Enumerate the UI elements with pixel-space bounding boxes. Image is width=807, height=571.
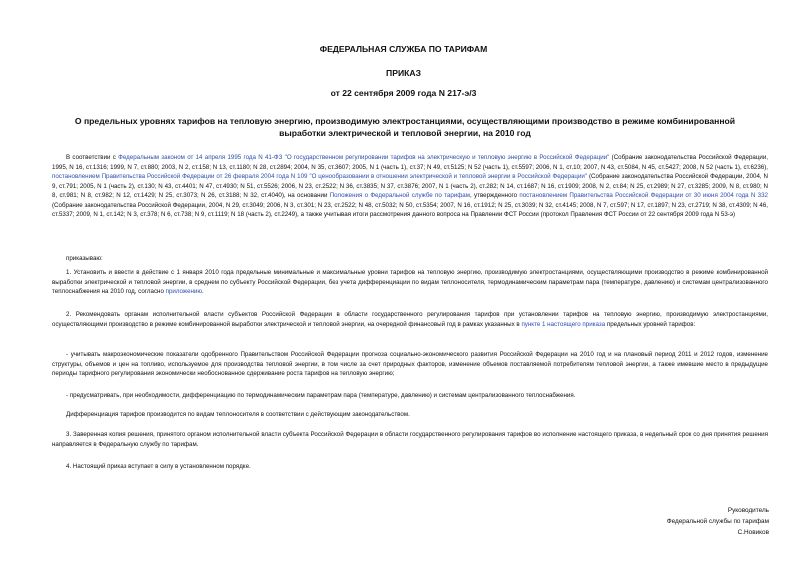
agency-heading: ФЕДЕРАЛЬНАЯ СЛУЖБА ПО ТАРИФАМ: [319, 44, 488, 54]
item-1-reference-link[interactable]: пункте 1 настоящего приказа: [521, 320, 606, 328]
item-1-end: .: [202, 288, 204, 295]
order-word: приказываю:: [66, 255, 103, 262]
differentiation-paragraph: Дифференциация тарифов производится по видам теплоносителя в соответствии с действующим законодательством.: [66, 411, 410, 418]
signature-position: Руководитель: [727, 507, 769, 514]
signature-block: [509, 505, 769, 538]
preamble-text-2: (Собрание законодательства Российской Федерации, 1995, N 16, ст.1316; 1999, N 7, ст.880; 2003, N 2, ст.158; N 13, ст.1180; N 28, ст.2894; 2004, N 35, ст.3607; 2005, N 1 (часть 1), ст.37; N 49, ст.5125; N 52 (часть 1), ст.5597; 2006, N 1, ст.10; 2007, N 43, ст.5084, N 45, ст.5427; 2008, N 52 (часть 1), ст.6236),: [52, 154, 768, 171]
item-3: 3. Заверенная копия решения, принятого органом исполнительной власти субъекта Российской Федерации в области государственного регулирования тарифов во исполнение настоящего приказа, в недельный срок со дня принятия решения направляется в Федеральную службу по тарифам.: [52, 431, 768, 448]
government-decree-332-link[interactable]: постановлением Правительства Российской Федерации от 30 июня 2004 года N 332: [519, 192, 768, 199]
preamble-text-5: (Собрание законодательства Российской Федерации, 2004, N 29, ст.3049; 2006, N 3, ст.301; N 23, ст.2522; N 48, ст.5032; N 50, ст.5354; 2007, N 16, ст.1912; N 25, ст.3039; N 32, ст.4145; 2008, N 7, ст.597; N 17, ст.1897; N 23, ст.2719; N 38, ст.4309; N 46, ст.5337; 2009, N 1, ст.142; N 3, ст.378; N 6, ст.738; N 9, ст.1119; N 18 (часть 2), ст.2249), а также учитывая итоги рассмотрения данного вопроса на Правлении ФСТ России (протокол Правления ФСТ России от 22 сентября 2009 года N 53-э): [52, 201, 768, 218]
item-2-end: предельных уровней тарифов:: [605, 320, 696, 328]
preamble-paragraph: [52, 153, 768, 220]
signature-name: С.Новиков: [737, 529, 769, 536]
document-title: О предельных уровнях тарифов на тепловую энергию, производимую электростанциями, осуществляющими производство в режиме комбинированной выработки электрической и тепловой энергии, на 2010 год: [74, 116, 736, 138]
preamble-text-4: , утвержденного: [470, 192, 520, 199]
preamble-text-3: (Собрание законодательства Российской Федерации, 2004, N 9, ст.791; 2005, N 1 (часть 2), ст.130; N 43, ст.4401; N 47, ст.4930; N 51, ст.5526; 2006, N 23, ст.2522; N 36, ст.3835; N 37, ст.3876; 2007, N 1 (часть 2), ст.282; N 14, ст.1687; N 16, ст.1909; 2008, N 2, ст.84; N 25, ст.2989; N 27, ст.3285; 2009, N 8, ст.980; N 8, ст.981; N 8, ст.982; N 12, ст.1429; N 25, ст.3073; N 26, ст.3188; N 32, ст.4040), на основании: [52, 173, 768, 199]
item-1-text: 1. Установить и ввести в действие с 1 января 2010 года предельные минимальные и максимальные уровни тарифов на тепловую энергию, производимую электростанциями, осуществляющими производство в режиме комбинированной выработки электрической и тепловой энергии, в среднем по субъекту Российской Федерации, без учета дифференциации по видам теплоносителя, термодинамическим параметрам пара (температуре, давлению) и системам централизованного теплоснабжения на 2010 год, согласно: [52, 269, 768, 295]
item-4: 4. Настоящий приказ вступает в силу в установленном порядке.: [66, 463, 251, 470]
fst-regulation-link[interactable]: Положения о Федеральной службе по тарифам: [329, 192, 470, 199]
item-1: [52, 268, 768, 297]
dash-item-1: - учитывать макроэкономические показатели одобренного Правительством Российской Федерации прогноза социально-экономического развития Российской Федерации на 2010 год и на плановый период 2011 и 2012 годов, изменение структуры, объемов и цен на топливо, используемое для производства тепловой энергии, в том числе за счет природных факторов, изменение объемов поставляемой потребителям тепловой энергии, а также имевшие место в предыдущие периоды тарифного регулирования экономически необоснованное сдерживание роста тарифов на тепловую энергию;: [52, 351, 768, 377]
item-2: [52, 310, 768, 329]
document-date-number: от 22 сентября 2009 года N 217-э/3: [330, 88, 477, 98]
dash-item-2: - предусматривать, при необходимости, дифференциацию по термодинамическим параметрам пара (температуре, давлению) и системам централизованного теплоснабжения.: [66, 392, 576, 399]
document-type: ПРИКАЗ: [386, 68, 421, 78]
appendix-link[interactable]: приложению: [165, 288, 203, 295]
item-2-text: 2. Рекомендовать органам исполнительной власти субъектов Российской Федерации в области государственного регулирования тарифов при установлении тарифов на тепловую энергию, производимую электростанциями, осуществляющими производство в режиме комбинированной выработки электрической и тепловой энергии, на очередной финансовый год в рамках указанных в: [52, 311, 768, 328]
government-decree-109-link[interactable]: постановлением Правительства Российской Федерации от 26 февраля 2004 года N 109 "О ценообразовании в отношении электрической и тепловой энергии в Российской Федерации": [52, 173, 588, 180]
federal-law-link[interactable]: Федеральным законом от 14 апреля 1995 года N 41-ФЗ "О государственном регулировании тарифов на электрическую и тепловую энергию в Российской Федерации": [118, 154, 610, 161]
preamble-text-1: В соответствии с: [66, 154, 119, 161]
signature-agency: Федеральной службы по тарифам: [666, 518, 769, 525]
